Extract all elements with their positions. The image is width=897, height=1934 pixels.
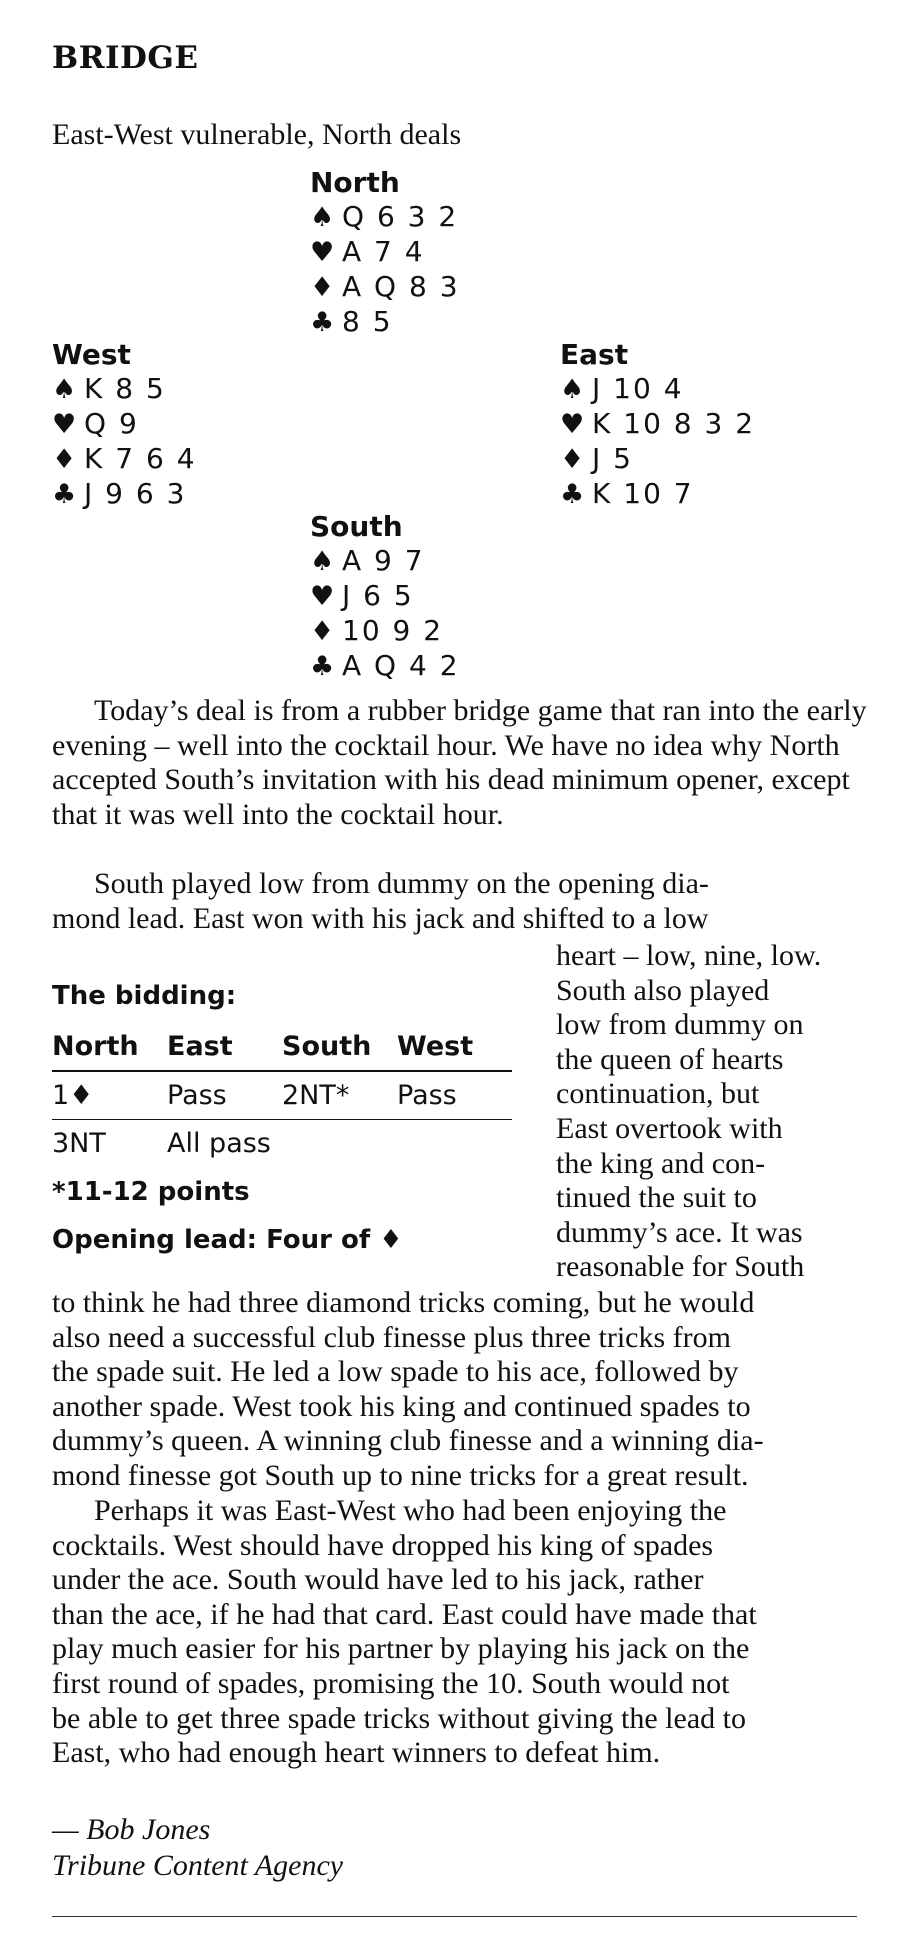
diamonds-cards: A Q 8 3 (342, 270, 460, 303)
bid-cell: 1♦ (52, 1071, 167, 1120)
paragraph-line: to think he had three diamond tricks coming, but he would (52, 1286, 755, 1319)
bidding-table (52, 1031, 512, 1167)
bidding-header-row (52, 1031, 512, 1071)
spades-cards: J 10 4 (592, 372, 684, 405)
spades-cards: A 9 7 (342, 544, 425, 577)
diamonds-row (560, 442, 755, 477)
bottom-divider (52, 1916, 857, 1917)
hand-name: East (560, 338, 629, 371)
clubs-cards: J 9 6 3 (84, 477, 187, 510)
bid-cell: All pass (167, 1128, 271, 1159)
paragraph-line: first round of spades, promising the 10. South would not (52, 1666, 730, 1700)
diamonds-row (310, 614, 460, 649)
bid-cell: Pass (397, 1071, 512, 1120)
article-paragraph-2 (52, 867, 882, 936)
paragraph-line: under the ace. South would have led to his jack, rather (52, 1563, 704, 1597)
north-hand (310, 166, 460, 340)
club-icon: ♣ (52, 479, 79, 510)
heart-icon: ♥ (560, 409, 587, 440)
east-hand (560, 338, 755, 512)
paragraph-line: play much easier for his partner by playing his jack on the (52, 1632, 750, 1666)
bidding-note: *11-12 points (52, 1177, 250, 1207)
paragraph-line: mond finesse got South up to nine tricks for a great result. (52, 1458, 749, 1492)
diamonds-row (52, 442, 197, 477)
hearts-cards: Q 9 (84, 407, 139, 440)
spade-icon: ♠ (52, 374, 79, 405)
paragraph-line: East, who had enough heart winners to defeat him. (52, 1736, 661, 1770)
bid-cell: 3NT (52, 1128, 106, 1159)
table-row (52, 1071, 512, 1120)
table-row (52, 1120, 512, 1168)
diamond-icon: ♦ (52, 444, 79, 475)
bid-cell (282, 1120, 397, 1168)
club-icon: ♣ (310, 651, 337, 682)
paragraph-line: mond lead. East won with his jack and shifted to a low (52, 901, 709, 935)
diamond-icon: ♦ (560, 444, 587, 475)
hand-name: North (310, 166, 400, 199)
spade-icon: ♠ (310, 546, 337, 577)
paragraph-line: the spade suit. He led a low spade to his ace, followed by (52, 1355, 739, 1389)
article-narrow-column (556, 939, 886, 1285)
diamond-icon: ♦ (310, 616, 337, 647)
heart-icon: ♥ (310, 581, 337, 612)
heart-icon: ♥ (52, 409, 79, 440)
paragraph-line: heart – low, nine, low. (556, 939, 822, 972)
hearts-row (310, 579, 460, 614)
clubs-row (52, 477, 197, 512)
column-title: BRIDGE (52, 40, 199, 76)
bidding-box (52, 981, 512, 1255)
hearts-row (52, 407, 197, 442)
clubs-cards: 8 5 (342, 305, 393, 338)
paragraph-line: also need a successful club finesse plus three tricks from (52, 1320, 731, 1354)
paragraph-line: dummy’s ace. It was (556, 1215, 803, 1249)
column-header: West (397, 1031, 512, 1071)
diamonds-cards: J 5 (592, 442, 633, 475)
diamonds-cards: 10 9 2 (342, 614, 444, 647)
agency-name: Tribune Content Agency (52, 1849, 344, 1882)
spades-row (560, 372, 755, 407)
hearts-cards: J 6 5 (342, 579, 414, 612)
paragraph-line: another spade. West took his king and continued spades to (52, 1389, 751, 1423)
bidding-heading: The bidding: (52, 981, 237, 1011)
hearts-row (310, 235, 460, 270)
spades-row (310, 544, 460, 579)
paragraph-line: low from dummy on (556, 1008, 804, 1042)
column-header: East (167, 1031, 282, 1071)
article-paragraph-3 (52, 1494, 887, 1771)
column-header: South (282, 1031, 397, 1071)
hand-name: South (310, 510, 403, 543)
club-icon: ♣ (560, 479, 587, 510)
clubs-row (310, 305, 460, 340)
hearts-cards: K 10 8 3 2 (592, 407, 756, 440)
paragraph-line: dummy’s queen. A winning club finesse and a winning dia- (52, 1424, 764, 1458)
spades-row (52, 372, 197, 407)
south-hand (310, 510, 460, 684)
paragraph-line: be able to get three spade tricks without giving the lead to (52, 1701, 746, 1735)
paragraph-line: South played low from dummy on the opening dia- (94, 867, 709, 900)
byline (52, 1812, 343, 1884)
bid-cell: 2NT* (282, 1071, 397, 1120)
west-hand (52, 338, 197, 512)
paragraph-line: Perhaps it was East-West who had been enjoying the (94, 1494, 727, 1527)
spades-cards: Q 6 3 2 (342, 200, 459, 233)
hearts-cards: A 7 4 (342, 235, 425, 268)
spades-row (310, 200, 460, 235)
paragraph-line: continuation, but (556, 1077, 760, 1111)
opening-lead: Opening lead: Four of ♦ (52, 1225, 403, 1255)
spade-icon: ♠ (310, 202, 337, 233)
paragraph-line: the king and con- (556, 1146, 766, 1180)
paragraph-text: Today’s deal is from a rubber bridge game that ran into the early evening – well into the cocktail hour. We have no idea why North accepted South’s invitation with his dead minimum opener, except that it was well into the cocktail hour. (52, 694, 867, 831)
clubs-cards: K 10 7 (592, 477, 694, 510)
hand-name: West (52, 338, 131, 371)
diamond-icon: ♦ (310, 272, 337, 303)
diamonds-row (310, 270, 460, 305)
hearts-row (560, 407, 755, 442)
heart-icon: ♥ (310, 237, 337, 268)
paragraph-line: than the ace, if he had that card. East could have made that (52, 1597, 757, 1631)
paragraph-line: East overtook with (556, 1111, 783, 1145)
paragraph-line: tinued the suit to (556, 1181, 757, 1215)
clubs-row (310, 649, 460, 684)
paragraph-line: the queen of hearts (556, 1042, 784, 1076)
bid-cell (397, 1120, 512, 1168)
author-name: — Bob Jones (52, 1813, 211, 1846)
column-header: North (52, 1031, 167, 1071)
spades-cards: K 8 5 (84, 372, 166, 405)
clubs-row (560, 477, 755, 512)
spade-icon: ♠ (560, 374, 587, 405)
diamonds-cards: K 7 6 4 (84, 442, 197, 475)
vulnerability-line: East-West vulnerable, North deals (52, 118, 462, 151)
article-paragraph-1 (52, 694, 882, 832)
paragraph-line: South also played (556, 973, 770, 1007)
paragraph-line: reasonable for South (556, 1250, 805, 1284)
clubs-cards: A Q 4 2 (342, 649, 460, 682)
club-icon: ♣ (310, 307, 337, 338)
paragraph-line: cocktails. West should have dropped his king of spades (52, 1528, 714, 1562)
bid-cell: Pass (167, 1071, 282, 1120)
article-paragraph-2-continued (52, 1286, 887, 1494)
